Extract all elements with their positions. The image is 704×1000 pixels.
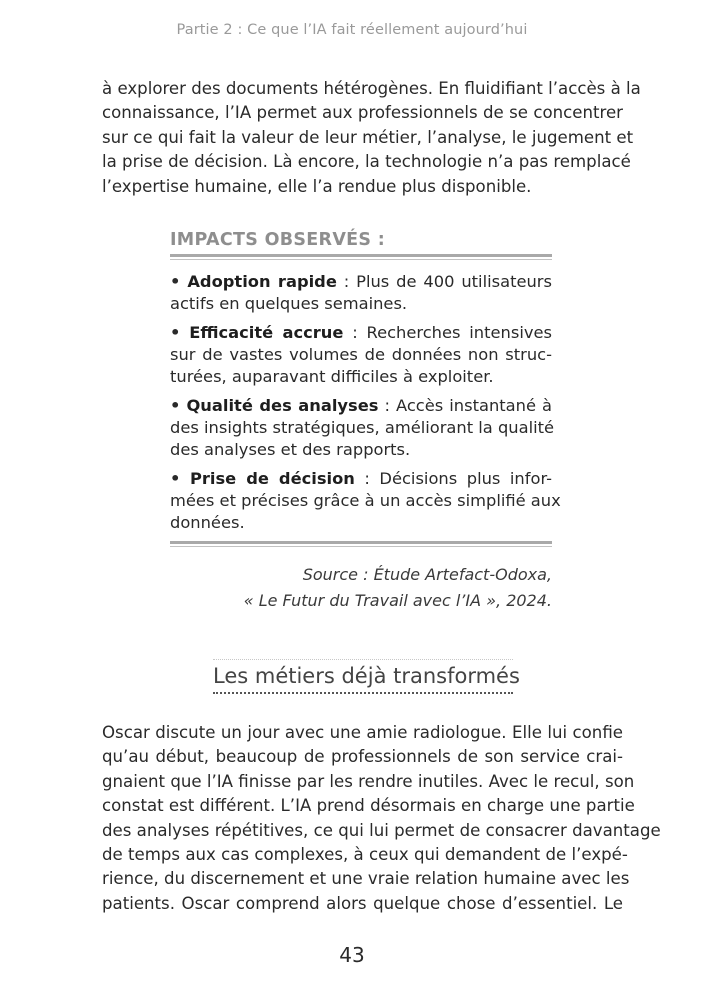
impact-text: : Accès instantané à xyxy=(378,396,552,415)
impacts-box xyxy=(170,226,561,614)
text-line: de temps aux cas complexes, à ceux qui demandent de l’expé- xyxy=(102,845,628,865)
divider-top xyxy=(170,254,552,261)
impact-text: turées, auparavant difficiles à exploiter. xyxy=(170,367,494,386)
impacts-list xyxy=(170,271,561,534)
text-line: rience, du discernement et une vraie relation humaine avec les xyxy=(102,869,630,889)
text-line: des analyses répétitives, ce qui lui permet de consacrer davantage xyxy=(102,820,661,840)
body-paragraph-radiologue xyxy=(102,721,661,916)
source-line: Source : Étude Artefact-Odoxa, xyxy=(302,565,552,584)
section-heading: Les métiers déjà transformés xyxy=(213,664,520,688)
impact-term: Adoption rapide xyxy=(187,272,337,291)
impact-text: : Décisions plus infor- xyxy=(354,469,552,488)
section-heading-block xyxy=(213,659,520,694)
impact-term: Qualité des analyses xyxy=(186,396,379,415)
bullet-icon: • xyxy=(170,396,181,415)
impact-text: actifs en quelques semaines. xyxy=(170,294,408,313)
bullet-icon: • xyxy=(170,323,181,342)
text-line: connaissance, l’IA permet aux professionnels de se concentrer xyxy=(102,103,623,123)
text-line: la prise de décision. Là encore, la technologie n’a pas remplacé xyxy=(102,152,631,172)
text-line: sur ce qui fait la valeur de leur métier, l’analyse, le jugement et xyxy=(102,127,634,147)
impact-text: données. xyxy=(170,513,245,532)
divider-bottom xyxy=(170,541,552,548)
impact-text: des analyses et des rapports. xyxy=(170,440,411,459)
impact-term: Prise de décision xyxy=(189,469,355,488)
bullet-icon: • xyxy=(170,469,181,488)
impact-text: : Plus de 400 utilisateurs xyxy=(336,272,552,291)
text-line: constat est différent. L’IA prend désormais en charge une partie xyxy=(102,796,635,816)
impact-item-decision xyxy=(170,468,561,534)
text-line: gnaient que l’IA finisse par les rendre inutiles. Avec le recul, son xyxy=(102,771,635,791)
text-line: Oscar discute un jour avec une amie radiologue. Elle lui confie xyxy=(102,723,623,742)
page-number: 43 xyxy=(339,943,365,967)
impact-term: Efficacité accrue xyxy=(189,323,344,342)
impact-text: sur de vastes volumes de données non struc- xyxy=(170,345,552,364)
body-paragraph-intro xyxy=(102,77,641,199)
source-line: « Le Futur du Travail avec l’IA », 2024. xyxy=(243,591,552,610)
impact-text: des insights stratégiques, améliorant la qualité xyxy=(170,418,555,437)
running-header: Partie 2 : Ce que l’IA fait réellement aujourd’hui xyxy=(176,22,528,38)
impact-item-adoption xyxy=(170,271,552,315)
impact-item-efficacite xyxy=(170,322,552,388)
dotted-rule-bottom xyxy=(213,692,513,694)
source-citation xyxy=(170,562,552,614)
impacts-title: IMPACTS OBSERVÉS : xyxy=(170,230,386,250)
impact-text: mées et précises grâce à un accès simplifié aux xyxy=(170,491,561,510)
text-line: l’expertise humaine, elle l’a rendue plus disponible. xyxy=(102,176,532,196)
bullet-icon: • xyxy=(170,272,181,291)
text-line: qu’au début, beaucoup de professionnels de son service crai- xyxy=(102,747,623,767)
text-line: patients. Oscar comprend alors quelque chose d’essentiel. Le xyxy=(102,893,623,913)
impact-text: : Recherches intensives xyxy=(343,323,552,342)
text-line: à explorer des documents hétérogènes. En fluidifiant l’accès à la xyxy=(102,79,641,98)
impact-item-qualite xyxy=(170,395,555,461)
